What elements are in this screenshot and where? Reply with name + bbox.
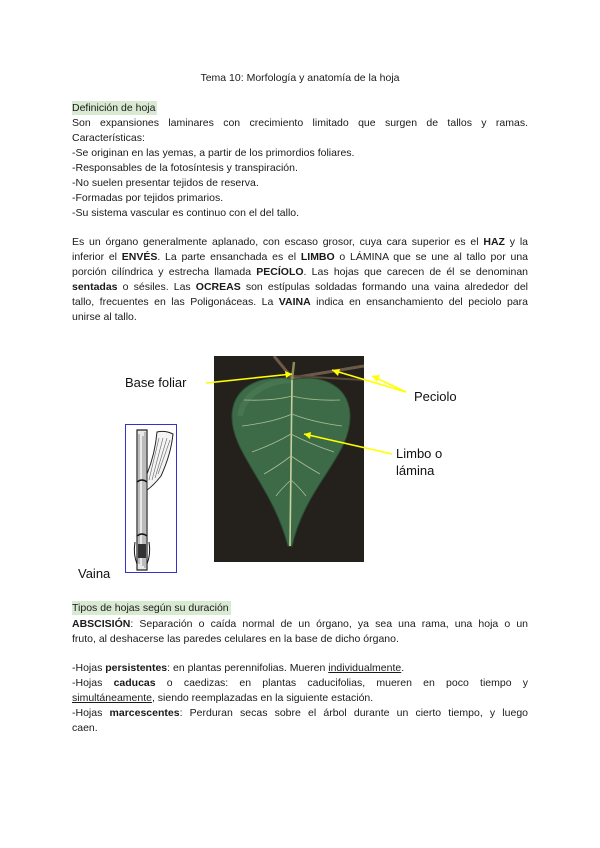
- list-item: -Hojas persistentes: en plantas perennifolias. Mueren individualmente.: [72, 662, 405, 674]
- leaf-figure: [0, 350, 600, 590]
- paragraph-line: unirse al tallo.: [72, 311, 137, 323]
- list-item: -Responsables de la fotosíntesis y transpiración.: [72, 162, 298, 174]
- paragraph-line: sentadas o sésiles. Las OCREAS son estípulas soldadas formando una vaina alrededor del: [72, 281, 528, 293]
- paragraph-line: tallo, frecuentes en las Poligonáceas. La VAINA indica en ensanchamiento del peciolo para: [72, 296, 528, 308]
- abscision-line: fruto, al deshacerse las paredes celulares en la base de dicho órgano.: [72, 633, 399, 645]
- list-item-continued: caen.: [72, 722, 98, 734]
- characteristics-label: Características:: [72, 132, 145, 144]
- list-item: -Se originan en las yemas, a partir de los primordios foliares.: [72, 147, 355, 159]
- section-heading-definition: Definición de hoja: [72, 102, 156, 114]
- label-limbo-line2: lámina: [396, 463, 435, 478]
- section-heading-duration: Tipos de hojas según su duración: [72, 602, 229, 614]
- page-title: Tema 10: Morfología y anatomía de la hoja: [200, 72, 400, 84]
- list-item: -Hojas marcescentes: Perduran secas sobre el árbol durante un cierto tiempo, y luego: [72, 707, 528, 719]
- intro-line: Son expansiones laminares con crecimiento limitado que surgen de tallos y ramas.: [72, 117, 528, 129]
- paragraph-line: inferior el ENVÉS. La parte ensanchada es el LIMBO o LÁMINA que se une al tallo por una: [72, 251, 528, 263]
- label-vaina: Vaina: [78, 566, 111, 581]
- list-item: -Hojas caducas o caedizas: en plantas caducifolias, mueren en poco tiempo y: [72, 677, 528, 689]
- list-item: -Su sistema vascular es continuo con el del tallo.: [72, 207, 300, 219]
- label-base-foliar: Base foliar: [125, 375, 187, 390]
- label-peciolo: Peciolo: [414, 389, 457, 404]
- paragraph-line: Es un órgano generalmente aplanado, con escaso grosor, cuya cara superior es el HAZ y la: [72, 236, 528, 248]
- list-item: -No suelen presentar tejidos de reserva.: [72, 177, 259, 189]
- paragraph-line: porción cilíndrica y estrecha llamada PECÍOLO. Las hojas que carecen de él se denominan: [72, 266, 529, 278]
- annotation-arrows: [0, 350, 600, 590]
- list-item-continued: simultáneamente, siendo reemplazadas en la siguiente estación.: [72, 692, 374, 704]
- abscision-line: ABSCISIÓN: Separación o caída normal de un órgano, ya sea una rama, una hoja o un: [72, 618, 528, 630]
- list-item: -Formadas por tejidos primarios.: [72, 192, 224, 204]
- label-limbo-line1: Limbo o: [396, 446, 443, 461]
